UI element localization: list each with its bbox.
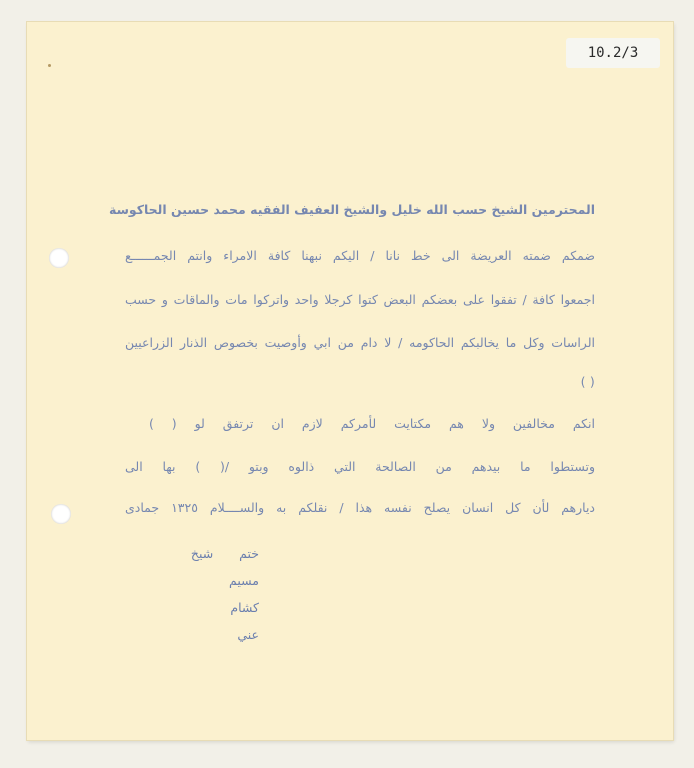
paper-speck: [48, 64, 51, 67]
signature-line: كشام: [230, 600, 259, 615]
letter-line-5: ( ): [580, 374, 595, 389]
reference-label: 10.2/3: [566, 38, 660, 68]
letter-line-7: وتستطوا ما بيدهم من الصالحة التي ذالوه وبتو /( ) بها الى: [125, 459, 595, 474]
signature-block: [159, 540, 259, 648]
letter-line-3: اجمعوا كافة / تفقوا على بعضكم البعض كتوا كرجلا واحد واتركوا مات والماقات و حسب: [125, 292, 595, 307]
letter-line-4: الراسات وكل ما يخالبكم الحاكومه / لا دام من ابي وأوصيت بخصوص الذنار الزراعيين: [125, 335, 595, 350]
punch-hole-upper: [49, 248, 69, 268]
signature-line: ختم شيخ: [190, 546, 259, 561]
signature-line: عني: [237, 627, 259, 642]
letter-line-2: ضمكم ضمته العريضة الى خط نانا / اليكم نبهنا كافة الامراء وانتم الجمــــــع: [125, 248, 595, 263]
punch-hole-lower: [51, 504, 71, 524]
document-sheet: [27, 22, 673, 740]
signature-line: مسيم: [229, 573, 259, 588]
letter-line-6: انكم مخالفين ولا هم مكتايت لأمركم لازم ان ترتفق لو ( ): [149, 416, 595, 431]
letter-line-8: ديارهم لأن كل انسان يصلح نفسه هذا / نقلكم به والســــلام ١٣٢٥ جمادى: [125, 500, 595, 515]
addressee-line: المحترمين الشيخ حسب الله خليل والشيخ العفيف الفقيه محمد حسين الحاكوسة: [109, 202, 595, 217]
